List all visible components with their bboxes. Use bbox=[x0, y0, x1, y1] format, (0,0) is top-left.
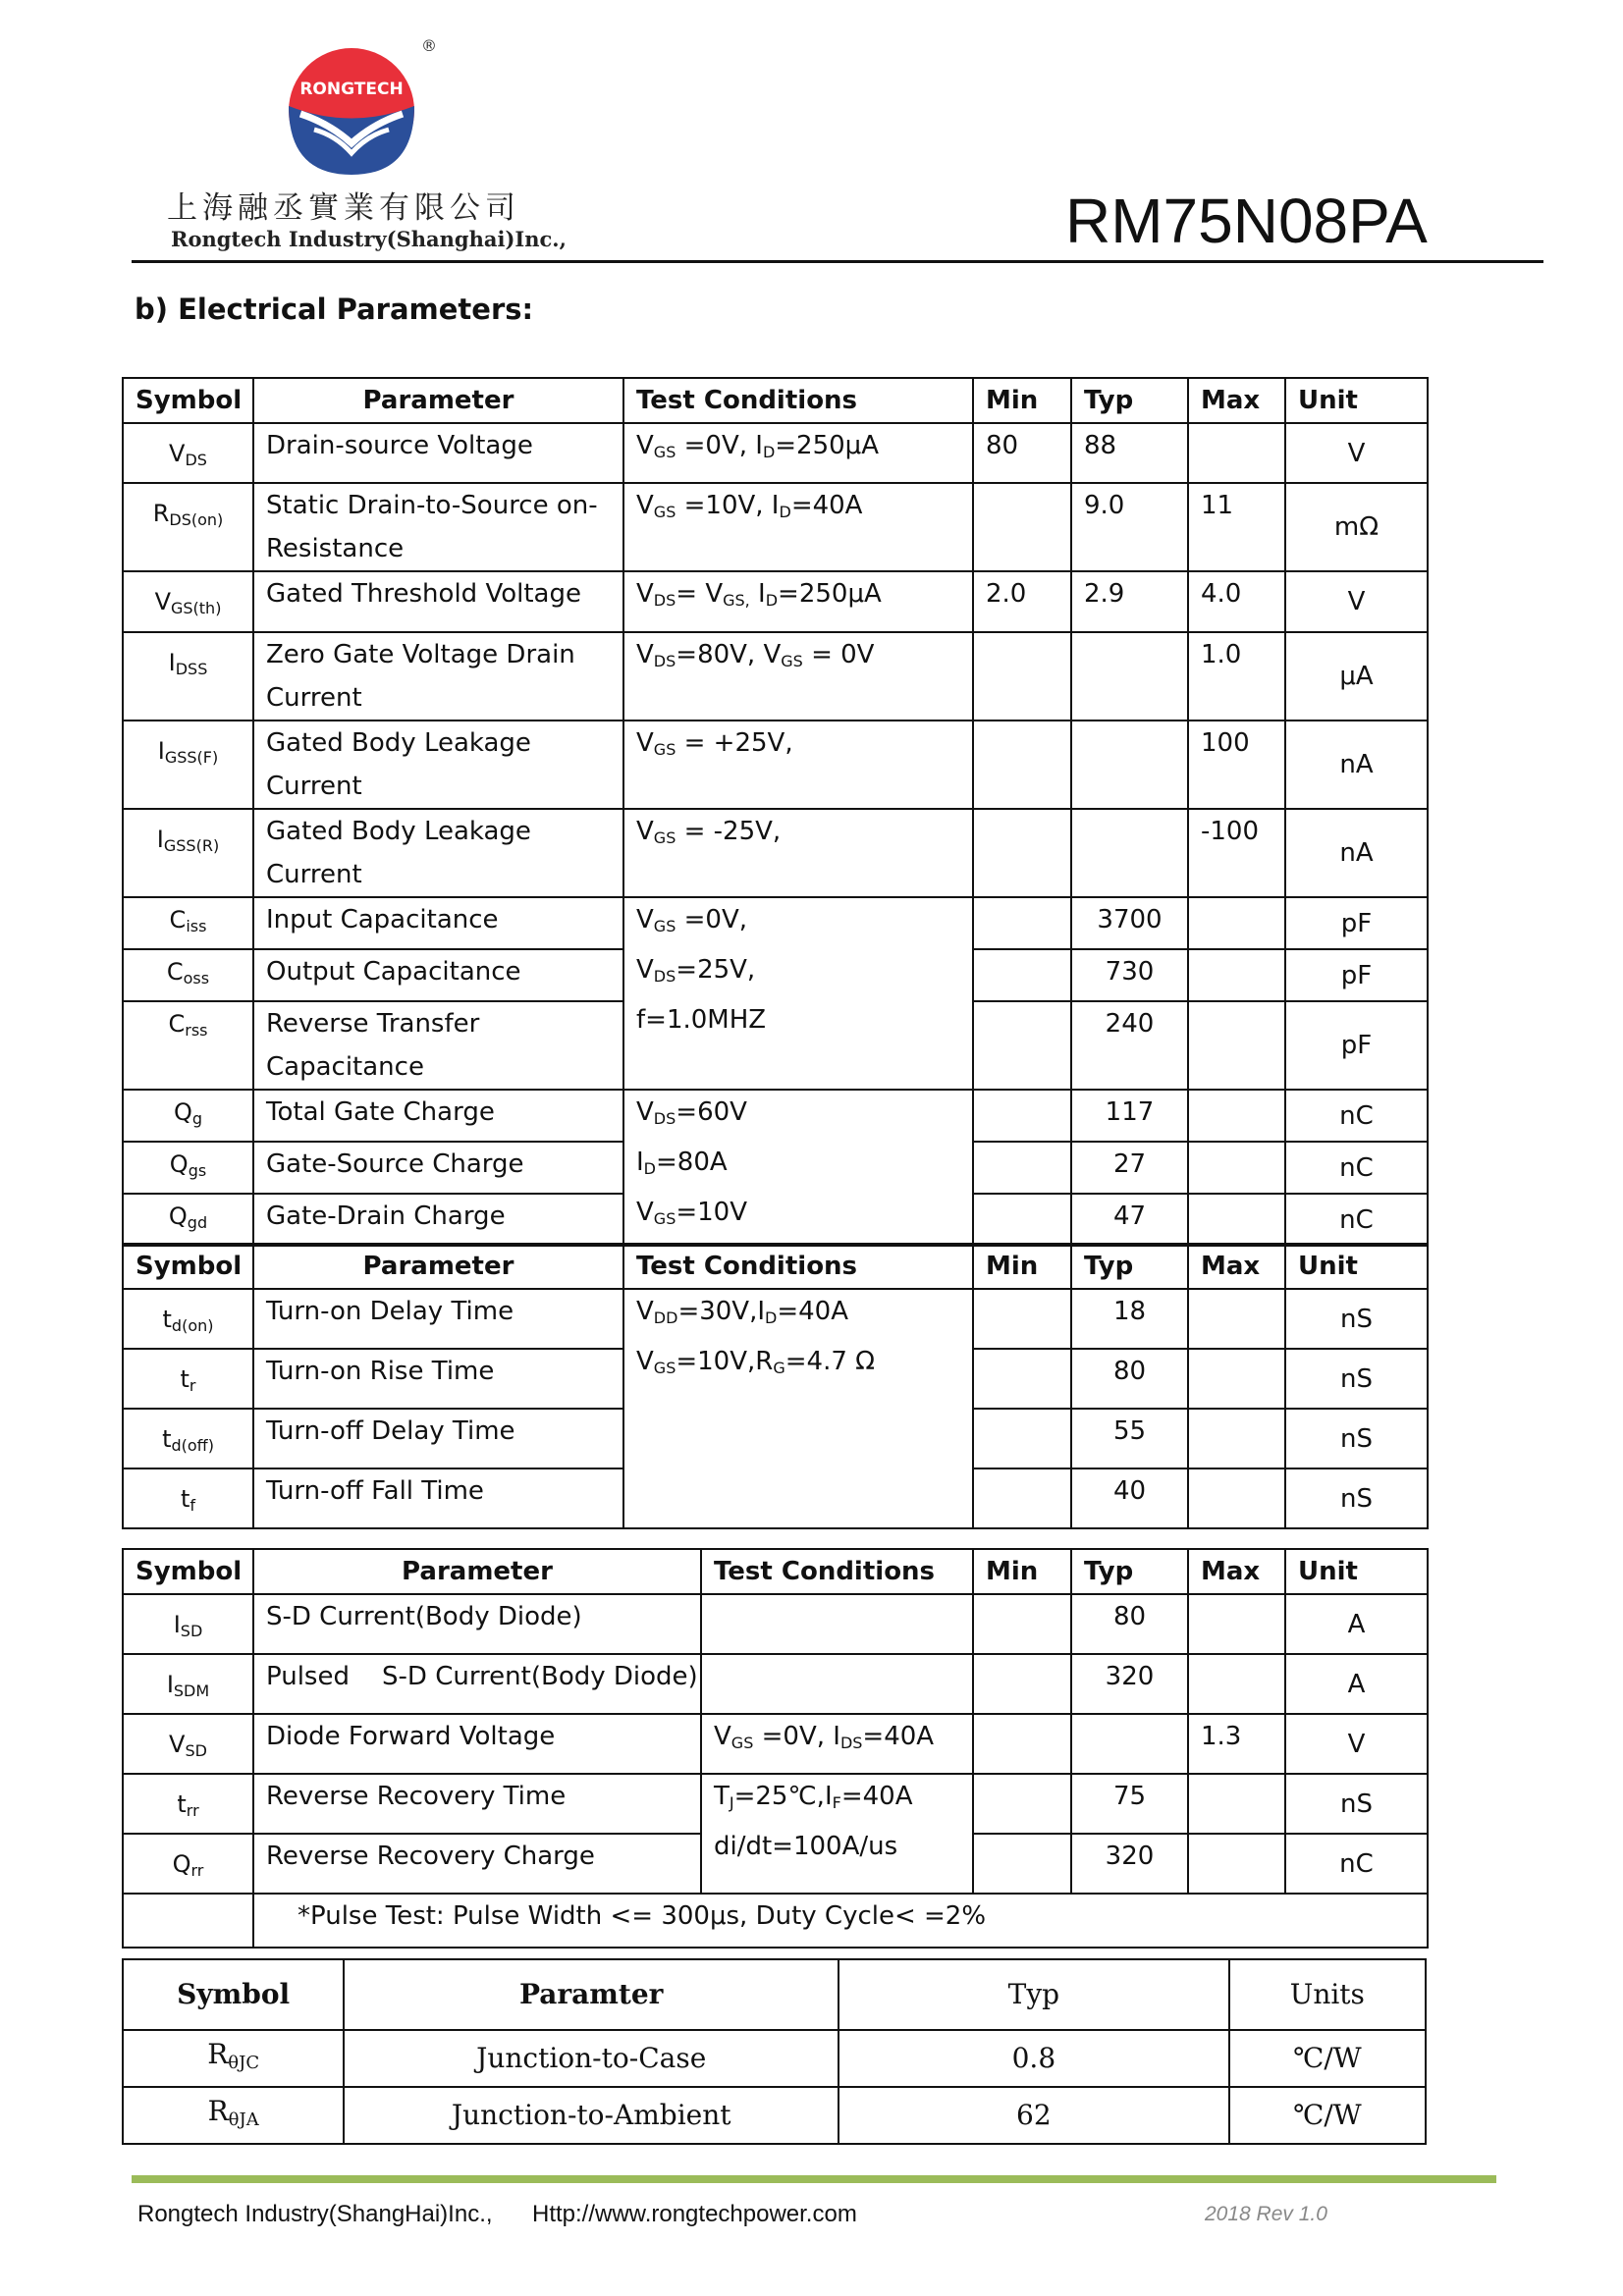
switching-condition-cell: $V_{DD}=30V,I_D=40A$ $V_{GS}=10V,R_G=4.7$ Ω bbox=[623, 1289, 973, 1528]
max-cell: 100 bbox=[1188, 721, 1285, 809]
max-cell bbox=[1188, 423, 1285, 483]
header-test-conditions: Test Conditions bbox=[701, 1549, 973, 1594]
logo-brand-text: RONGTECH bbox=[299, 80, 404, 99]
symbol-cell: $C_{rss}$ bbox=[123, 1001, 253, 1090]
parameter-cell: Reverse Recovery Charge bbox=[253, 1834, 701, 1894]
switching-characteristics-table bbox=[122, 1243, 1429, 1529]
typ-cell bbox=[1071, 809, 1188, 897]
unit-cell: nS bbox=[1285, 1468, 1428, 1528]
parameter-cell: Pulsed S-D Current(Body Diode) bbox=[253, 1654, 701, 1714]
parameter-cell: Reverse Transfer Capacitance bbox=[253, 1001, 623, 1090]
typ-cell: 40 bbox=[1071, 1468, 1188, 1528]
parameter-cell: Diode Forward Voltage bbox=[253, 1714, 701, 1774]
symbol-cell bbox=[123, 1894, 253, 1948]
company-name-english: Rongtech Industry(Shanghai)Inc., bbox=[171, 227, 567, 251]
min-cell bbox=[973, 721, 1071, 809]
min-cell bbox=[973, 1654, 1071, 1714]
max-cell bbox=[1188, 1834, 1285, 1894]
table-row bbox=[123, 897, 1428, 949]
symbol-cell: $R_{\theta JC}$ bbox=[123, 2030, 344, 2087]
typ-cell: 2.9 bbox=[1071, 571, 1188, 632]
typ-cell: 0.8 bbox=[839, 2030, 1229, 2087]
parameter-cell: Input Capacitance bbox=[253, 897, 623, 949]
typ-cell: 240 bbox=[1071, 1001, 1188, 1090]
table-header-row bbox=[123, 1959, 1426, 2030]
table-row bbox=[123, 632, 1428, 721]
table-row bbox=[123, 1894, 1428, 1948]
typ-cell: 320 bbox=[1071, 1654, 1188, 1714]
min-cell bbox=[973, 1594, 1071, 1654]
table-row bbox=[123, 721, 1428, 809]
typ-cell: 117 bbox=[1071, 1090, 1188, 1142]
header-typ: Typ bbox=[1071, 378, 1188, 423]
unit-cell: nA bbox=[1285, 809, 1428, 897]
unit-cell: nC bbox=[1285, 1834, 1428, 1894]
max-cell: -100 bbox=[1188, 809, 1285, 897]
symbol-cell: $Q_{rr}$ bbox=[123, 1834, 253, 1894]
table-row bbox=[123, 423, 1428, 483]
max-cell bbox=[1188, 1409, 1285, 1468]
unit-cell: nC bbox=[1285, 1090, 1428, 1142]
table-row bbox=[123, 2030, 1426, 2087]
header-unit: Unit bbox=[1285, 1549, 1428, 1594]
parameter-cell: Gated Threshold Voltage bbox=[253, 571, 623, 632]
symbol-cell: $Q_{gs}$ bbox=[123, 1142, 253, 1194]
gate-charge-condition-cell: $V_{DS}=60V$ $I_D=80A$ $V_{GS}=10V$ bbox=[623, 1090, 973, 1246]
parameter-cell: Reverse Recovery Time bbox=[253, 1774, 701, 1834]
header-symbol: Symbol bbox=[123, 1549, 253, 1594]
header-test-conditions: Test Conditions bbox=[623, 378, 973, 423]
header-parameter: Parameter bbox=[253, 1549, 701, 1594]
header-parameter: Parameter bbox=[253, 378, 623, 423]
header-symbol: Symbol bbox=[123, 1244, 253, 1289]
min-cell bbox=[973, 1409, 1071, 1468]
min-cell bbox=[973, 809, 1071, 897]
table-row bbox=[123, 1774, 1428, 1834]
symbol-cell: $Q_{gd}$ bbox=[123, 1194, 253, 1246]
typ-cell bbox=[1071, 721, 1188, 809]
unit-cell: nS bbox=[1285, 1409, 1428, 1468]
typ-cell: 62 bbox=[839, 2087, 1229, 2144]
max-cell bbox=[1188, 1001, 1285, 1090]
min-cell bbox=[973, 1774, 1071, 1834]
parameter-cell: Junction-to-Case bbox=[344, 2030, 839, 2087]
min-cell bbox=[973, 483, 1071, 571]
unit-cell: nC bbox=[1285, 1142, 1428, 1194]
min-cell bbox=[973, 897, 1071, 949]
unit-cell: pF bbox=[1285, 1001, 1428, 1090]
symbol-cell: $I_{GSS(F)}$ bbox=[123, 721, 253, 809]
max-cell bbox=[1188, 1142, 1285, 1194]
table-header-row bbox=[123, 378, 1428, 423]
parameter-cell: Turn-off Delay Time bbox=[253, 1409, 623, 1468]
min-cell: 80 bbox=[973, 423, 1071, 483]
typ-cell: 88 bbox=[1071, 423, 1188, 483]
symbol-cell: $I_{SD}$ bbox=[123, 1594, 253, 1654]
body-diode-table bbox=[122, 1548, 1429, 1949]
unit-cell: μA bbox=[1285, 632, 1428, 721]
max-cell bbox=[1188, 1194, 1285, 1246]
parameter-cell: Turn-on Delay Time bbox=[253, 1289, 623, 1349]
symbol-cell: $V_{GS(th)}$ bbox=[123, 571, 253, 632]
header-parameter: Parameter bbox=[253, 1244, 623, 1289]
parameter-cell: Output Capacitance bbox=[253, 949, 623, 1001]
unit-cell: pF bbox=[1285, 897, 1428, 949]
max-cell: 1.3 bbox=[1188, 1714, 1285, 1774]
min-cell bbox=[973, 632, 1071, 721]
unit-cell: mΩ bbox=[1285, 483, 1428, 571]
table-header-row bbox=[123, 1244, 1428, 1289]
symbol-cell: $t_r$ bbox=[123, 1349, 253, 1409]
min-cell bbox=[973, 1194, 1071, 1246]
symbol-cell: $R_{DS(on)}$ bbox=[123, 483, 253, 571]
symbol-cell: $t_{d(off)}$ bbox=[123, 1409, 253, 1468]
table-row bbox=[123, 483, 1428, 571]
max-cell bbox=[1188, 1594, 1285, 1654]
header-typ: Typ bbox=[1071, 1549, 1188, 1594]
header-test-conditions: Test Conditions bbox=[623, 1244, 973, 1289]
parameter-cell: Junction-to-Ambient bbox=[344, 2087, 839, 2144]
rongtech-logo-graphic bbox=[271, 36, 437, 175]
footer-company: Rongtech Industry(ShangHai)Inc., bbox=[137, 2201, 493, 2227]
pulse-test-note: *Pulse Test: Pulse Width <= 300μs, Duty Cycle< =2% bbox=[253, 1894, 1428, 1948]
condition-cell: $V_{GS} =0V$, $I_D=250\mu A$ bbox=[623, 423, 973, 483]
unit-cell: V bbox=[1285, 571, 1428, 632]
symbol-cell: $C_{oss}$ bbox=[123, 949, 253, 1001]
parameter-cell: Gate-Drain Charge bbox=[253, 1194, 623, 1246]
header-min: Min bbox=[973, 1244, 1071, 1289]
condition-cell: $V_{GS} =0V$, $I_{DS}=40A$ bbox=[701, 1714, 973, 1774]
unit-cell: nS bbox=[1285, 1774, 1428, 1834]
header-parameter: Paramter bbox=[344, 1959, 839, 2030]
min-cell bbox=[973, 1349, 1071, 1409]
min-cell bbox=[973, 949, 1071, 1001]
header-max: Max bbox=[1188, 1549, 1285, 1594]
min-cell: 2.0 bbox=[973, 571, 1071, 632]
table-header-row bbox=[123, 1549, 1428, 1594]
symbol-cell: $I_{GSS(R)}$ bbox=[123, 809, 253, 897]
table-row bbox=[123, 1714, 1428, 1774]
parameter-cell: Gated Body Leakage Current bbox=[253, 721, 623, 809]
unit-cell: ℃/W bbox=[1229, 2030, 1426, 2087]
typ-cell: 9.0 bbox=[1071, 483, 1188, 571]
table-row bbox=[123, 809, 1428, 897]
min-cell bbox=[973, 1142, 1071, 1194]
parameter-cell: Drain-source Voltage bbox=[253, 423, 623, 483]
table-row bbox=[123, 1090, 1428, 1142]
max-cell: 4.0 bbox=[1188, 571, 1285, 632]
min-cell bbox=[973, 1714, 1071, 1774]
symbol-cell: $I_{SDM}$ bbox=[123, 1654, 253, 1714]
header-divider bbox=[132, 260, 1543, 263]
parameter-cell: Turn-on Rise Time bbox=[253, 1349, 623, 1409]
condition-cell: $V_{GS} =10V$, $I_D=40A$ bbox=[623, 483, 973, 571]
typ-cell: 3700 bbox=[1071, 897, 1188, 949]
table-row bbox=[123, 1289, 1428, 1349]
header-typ: Typ bbox=[1071, 1244, 1188, 1289]
typ-cell bbox=[1071, 1714, 1188, 1774]
max-cell: 1.0 bbox=[1188, 632, 1285, 721]
typ-cell: 47 bbox=[1071, 1194, 1188, 1246]
max-cell bbox=[1188, 1774, 1285, 1834]
table-row bbox=[123, 1654, 1428, 1714]
condition-cell bbox=[701, 1654, 973, 1714]
header-units: Units bbox=[1229, 1959, 1426, 2030]
recovery-condition-cell: $T_J=25℃,I_F=40A$ di/dt=100A/us bbox=[701, 1774, 973, 1894]
header-max: Max bbox=[1188, 378, 1285, 423]
min-cell bbox=[973, 1001, 1071, 1090]
max-cell bbox=[1188, 1349, 1285, 1409]
parameter-cell: Total Gate Charge bbox=[253, 1090, 623, 1142]
min-cell bbox=[973, 1090, 1071, 1142]
condition-cell: $V_{GS} = -25V$, bbox=[623, 809, 973, 897]
header-symbol: Symbol bbox=[123, 378, 253, 423]
condition-cell: $V_{DS}=80V$, $V_{GS} = 0V$ bbox=[623, 632, 973, 721]
max-cell bbox=[1188, 949, 1285, 1001]
typ-cell: 730 bbox=[1071, 949, 1188, 1001]
condition-cell: $V_{GS} = +25V$, bbox=[623, 721, 973, 809]
typ-cell: 320 bbox=[1071, 1834, 1188, 1894]
parameter-cell: Gate-Source Charge bbox=[253, 1142, 623, 1194]
table-row bbox=[123, 1594, 1428, 1654]
header-unit: Unit bbox=[1285, 1244, 1428, 1289]
typ-cell: 18 bbox=[1071, 1289, 1188, 1349]
header-max: Max bbox=[1188, 1244, 1285, 1289]
symbol-cell: $t_f$ bbox=[123, 1468, 253, 1528]
header-unit: Unit bbox=[1285, 378, 1428, 423]
footer-divider-bar bbox=[132, 2175, 1496, 2183]
typ-cell: 80 bbox=[1071, 1594, 1188, 1654]
table-row bbox=[123, 2087, 1426, 2144]
max-cell: 11 bbox=[1188, 483, 1285, 571]
unit-cell: V bbox=[1285, 1714, 1428, 1774]
symbol-cell: $I_{DSS}$ bbox=[123, 632, 253, 721]
typ-cell bbox=[1071, 632, 1188, 721]
max-cell bbox=[1188, 1468, 1285, 1528]
header-typ: Typ bbox=[839, 1959, 1229, 2030]
typ-cell: 80 bbox=[1071, 1349, 1188, 1409]
symbol-cell: $t_{d(on)}$ bbox=[123, 1289, 253, 1349]
unit-cell: nC bbox=[1285, 1194, 1428, 1246]
symbol-cell: $V_{SD}$ bbox=[123, 1714, 253, 1774]
parameter-cell: Gated Body Leakage Current bbox=[253, 809, 623, 897]
symbol-cell: $Q_g$ bbox=[123, 1090, 253, 1142]
part-number: RM75N08PA bbox=[1065, 186, 1428, 256]
unit-cell: nA bbox=[1285, 721, 1428, 809]
max-cell bbox=[1188, 1090, 1285, 1142]
electrical-parameters-table bbox=[122, 377, 1429, 1247]
header-symbol: Symbol bbox=[123, 1959, 344, 2030]
max-cell bbox=[1188, 1289, 1285, 1349]
header-min: Min bbox=[973, 378, 1071, 423]
symbol-cell: $V_{DS}$ bbox=[123, 423, 253, 483]
condition-cell: $V_{DS}= V_{GS,}$ $I_D=250\mu A$ bbox=[623, 571, 973, 632]
header-min: Min bbox=[973, 1549, 1071, 1594]
company-logo bbox=[271, 36, 437, 175]
unit-cell: A bbox=[1285, 1594, 1428, 1654]
unit-cell: pF bbox=[1285, 949, 1428, 1001]
company-name-chinese: 上海融丞實業有限公司 bbox=[167, 190, 520, 226]
min-cell bbox=[973, 1289, 1071, 1349]
registered-mark: ® bbox=[421, 36, 437, 55]
symbol-cell: $R_{\theta JA}$ bbox=[123, 2087, 344, 2144]
typ-cell: 27 bbox=[1071, 1142, 1188, 1194]
unit-cell: A bbox=[1285, 1654, 1428, 1714]
condition-cell bbox=[701, 1594, 973, 1654]
symbol-cell: $C_{iss}$ bbox=[123, 897, 253, 949]
parameter-cell: Turn-off Fall Time bbox=[253, 1468, 623, 1528]
max-cell bbox=[1188, 1654, 1285, 1714]
min-cell bbox=[973, 1468, 1071, 1528]
capacitance-condition-cell: $V_{GS} =0V$, $V_{DS}=25V$, f=1.0MHZ bbox=[623, 897, 973, 1090]
min-cell bbox=[973, 1834, 1071, 1894]
parameter-cell: Static Drain-to-Source on-Resistance bbox=[253, 483, 623, 571]
thermal-resistance-table bbox=[122, 1958, 1427, 2145]
table-row bbox=[123, 571, 1428, 632]
footer-revision: 2018 Rev 1.0 bbox=[1205, 2203, 1327, 2225]
unit-cell: nS bbox=[1285, 1349, 1428, 1409]
unit-cell: nS bbox=[1285, 1289, 1428, 1349]
unit-cell: ℃/W bbox=[1229, 2087, 1426, 2144]
parameter-cell: Zero Gate Voltage Drain Current bbox=[253, 632, 623, 721]
unit-cell: V bbox=[1285, 423, 1428, 483]
symbol-cell: $t_{rr}$ bbox=[123, 1774, 253, 1834]
max-cell bbox=[1188, 897, 1285, 949]
typ-cell: 75 bbox=[1071, 1774, 1188, 1834]
typ-cell: 55 bbox=[1071, 1409, 1188, 1468]
parameter-cell: S-D Current(Body Diode) bbox=[253, 1594, 701, 1654]
footer-website-link[interactable]: Http://www.rongtechpower.com bbox=[532, 2201, 857, 2227]
section-title: b) Electrical Parameters: bbox=[135, 293, 534, 326]
